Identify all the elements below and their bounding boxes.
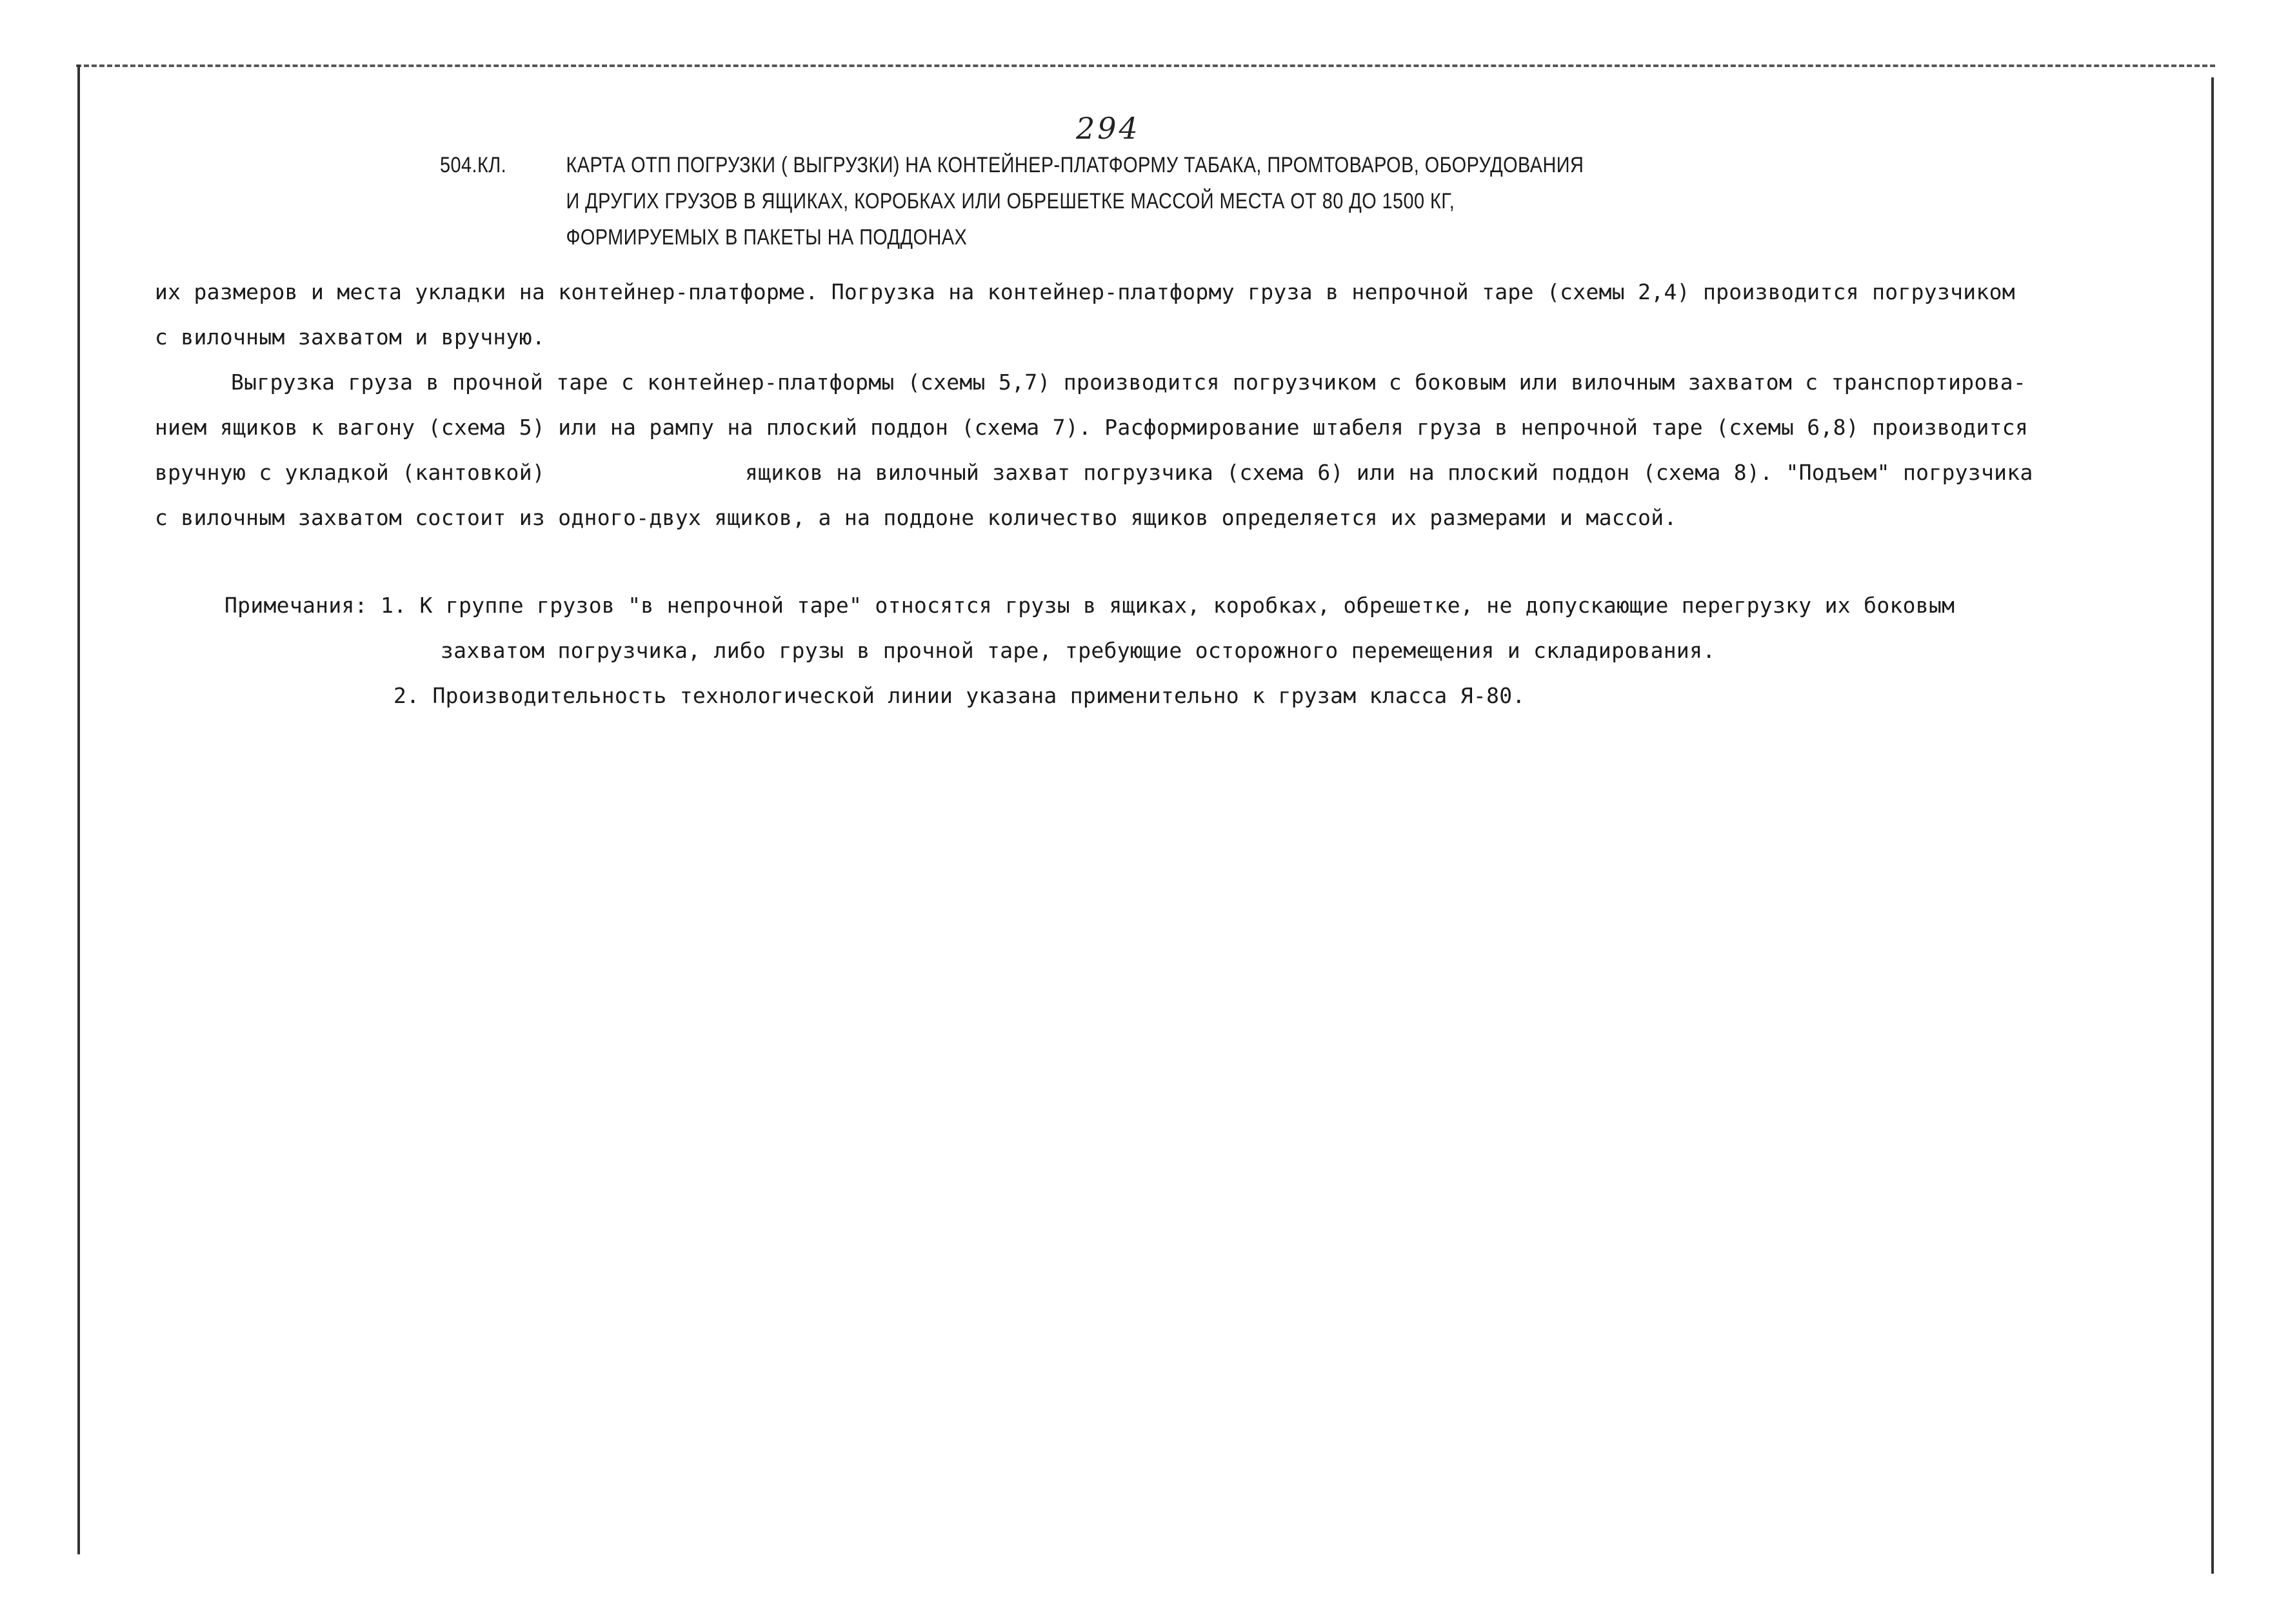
body-line: Выгрузка груза в прочной таре с контейнер-платформы (схемы 5,7) производится погрузчиком с боковым или вилочным захватом с транспортирова- bbox=[231, 370, 2027, 395]
body-line: с вилочным захватом состоит из одного-двух ящиков, а на поддоне количество ящиков определяется их размерами и массой. bbox=[155, 505, 1677, 530]
body-line: с вилочным захватом и вручную. bbox=[155, 324, 546, 350]
title-line: И ДРУГИХ ГРУЗОВ В ЯЩИКАХ, КОРОБКАХ ИЛИ ОБРЕШЕТКЕ МАССОЙ МЕСТА ОТ 80 ДО 1500 КГ, bbox=[566, 189, 1455, 213]
note-2-text: 2. Производительность технологической линии указана применительно к грузам класса Я-80. bbox=[393, 683, 1526, 708]
note-line bbox=[224, 583, 2160, 628]
page-number: 294 bbox=[1076, 111, 1140, 146]
page-frame-top-rule bbox=[76, 64, 2215, 67]
page-frame-right-rule bbox=[2211, 77, 2214, 1574]
document-title bbox=[566, 147, 1827, 255]
body-line-part: вручную с укладкой (кантовкой) bbox=[155, 460, 546, 485]
note-1-text: 1. К группе грузов "в непрочной таре" относятся грузы в ящиках, коробках, обрешетке, не допускающие перегрузку их боковым bbox=[381, 593, 1955, 618]
document-code: 504.КЛ. bbox=[440, 153, 507, 177]
body-line bbox=[155, 450, 2193, 495]
body-line: их размеров и места укладки на контейнер-платформе. Погрузка на контейнер-платформу груза в непрочной таре (схемы 2,4) производится погрузчиком bbox=[155, 279, 2015, 304]
body-line: нием ящиков к вагону (схема 5) или на рампу на плоский поддон (схема 7). Расформирование штабеля груза в непрочной таре (схемы 6,8) производится bbox=[155, 415, 2029, 440]
title-line: КАРТА ОТП ПОГРУЗКИ ( ВЫГРУЗКИ) НА КОНТЕЙНЕР-ПЛАТФОРМУ ТАБАКА, ПРОМТОВАРОВ, ОБОРУДОВАНИЯ bbox=[566, 153, 1584, 177]
title-line: ФОРМИРУЕМЫХ В ПАКЕТЫ НА ПОДДОНАХ bbox=[566, 225, 968, 250]
notes-section bbox=[224, 583, 2160, 718]
body-text bbox=[155, 270, 2193, 540]
note-line: захватом погрузчика, либо грузы в прочной таре, требующие осторожного перемещения и складирования. bbox=[441, 638, 1716, 663]
body-line-part: ящиков на вилочный захват погрузчика (схема 6) или на плоский поддон (схема 8). "Подъем" погрузчика bbox=[745, 460, 2033, 485]
page-frame-left-rule bbox=[77, 64, 80, 1554]
notes-label: Примечания: bbox=[224, 593, 368, 618]
